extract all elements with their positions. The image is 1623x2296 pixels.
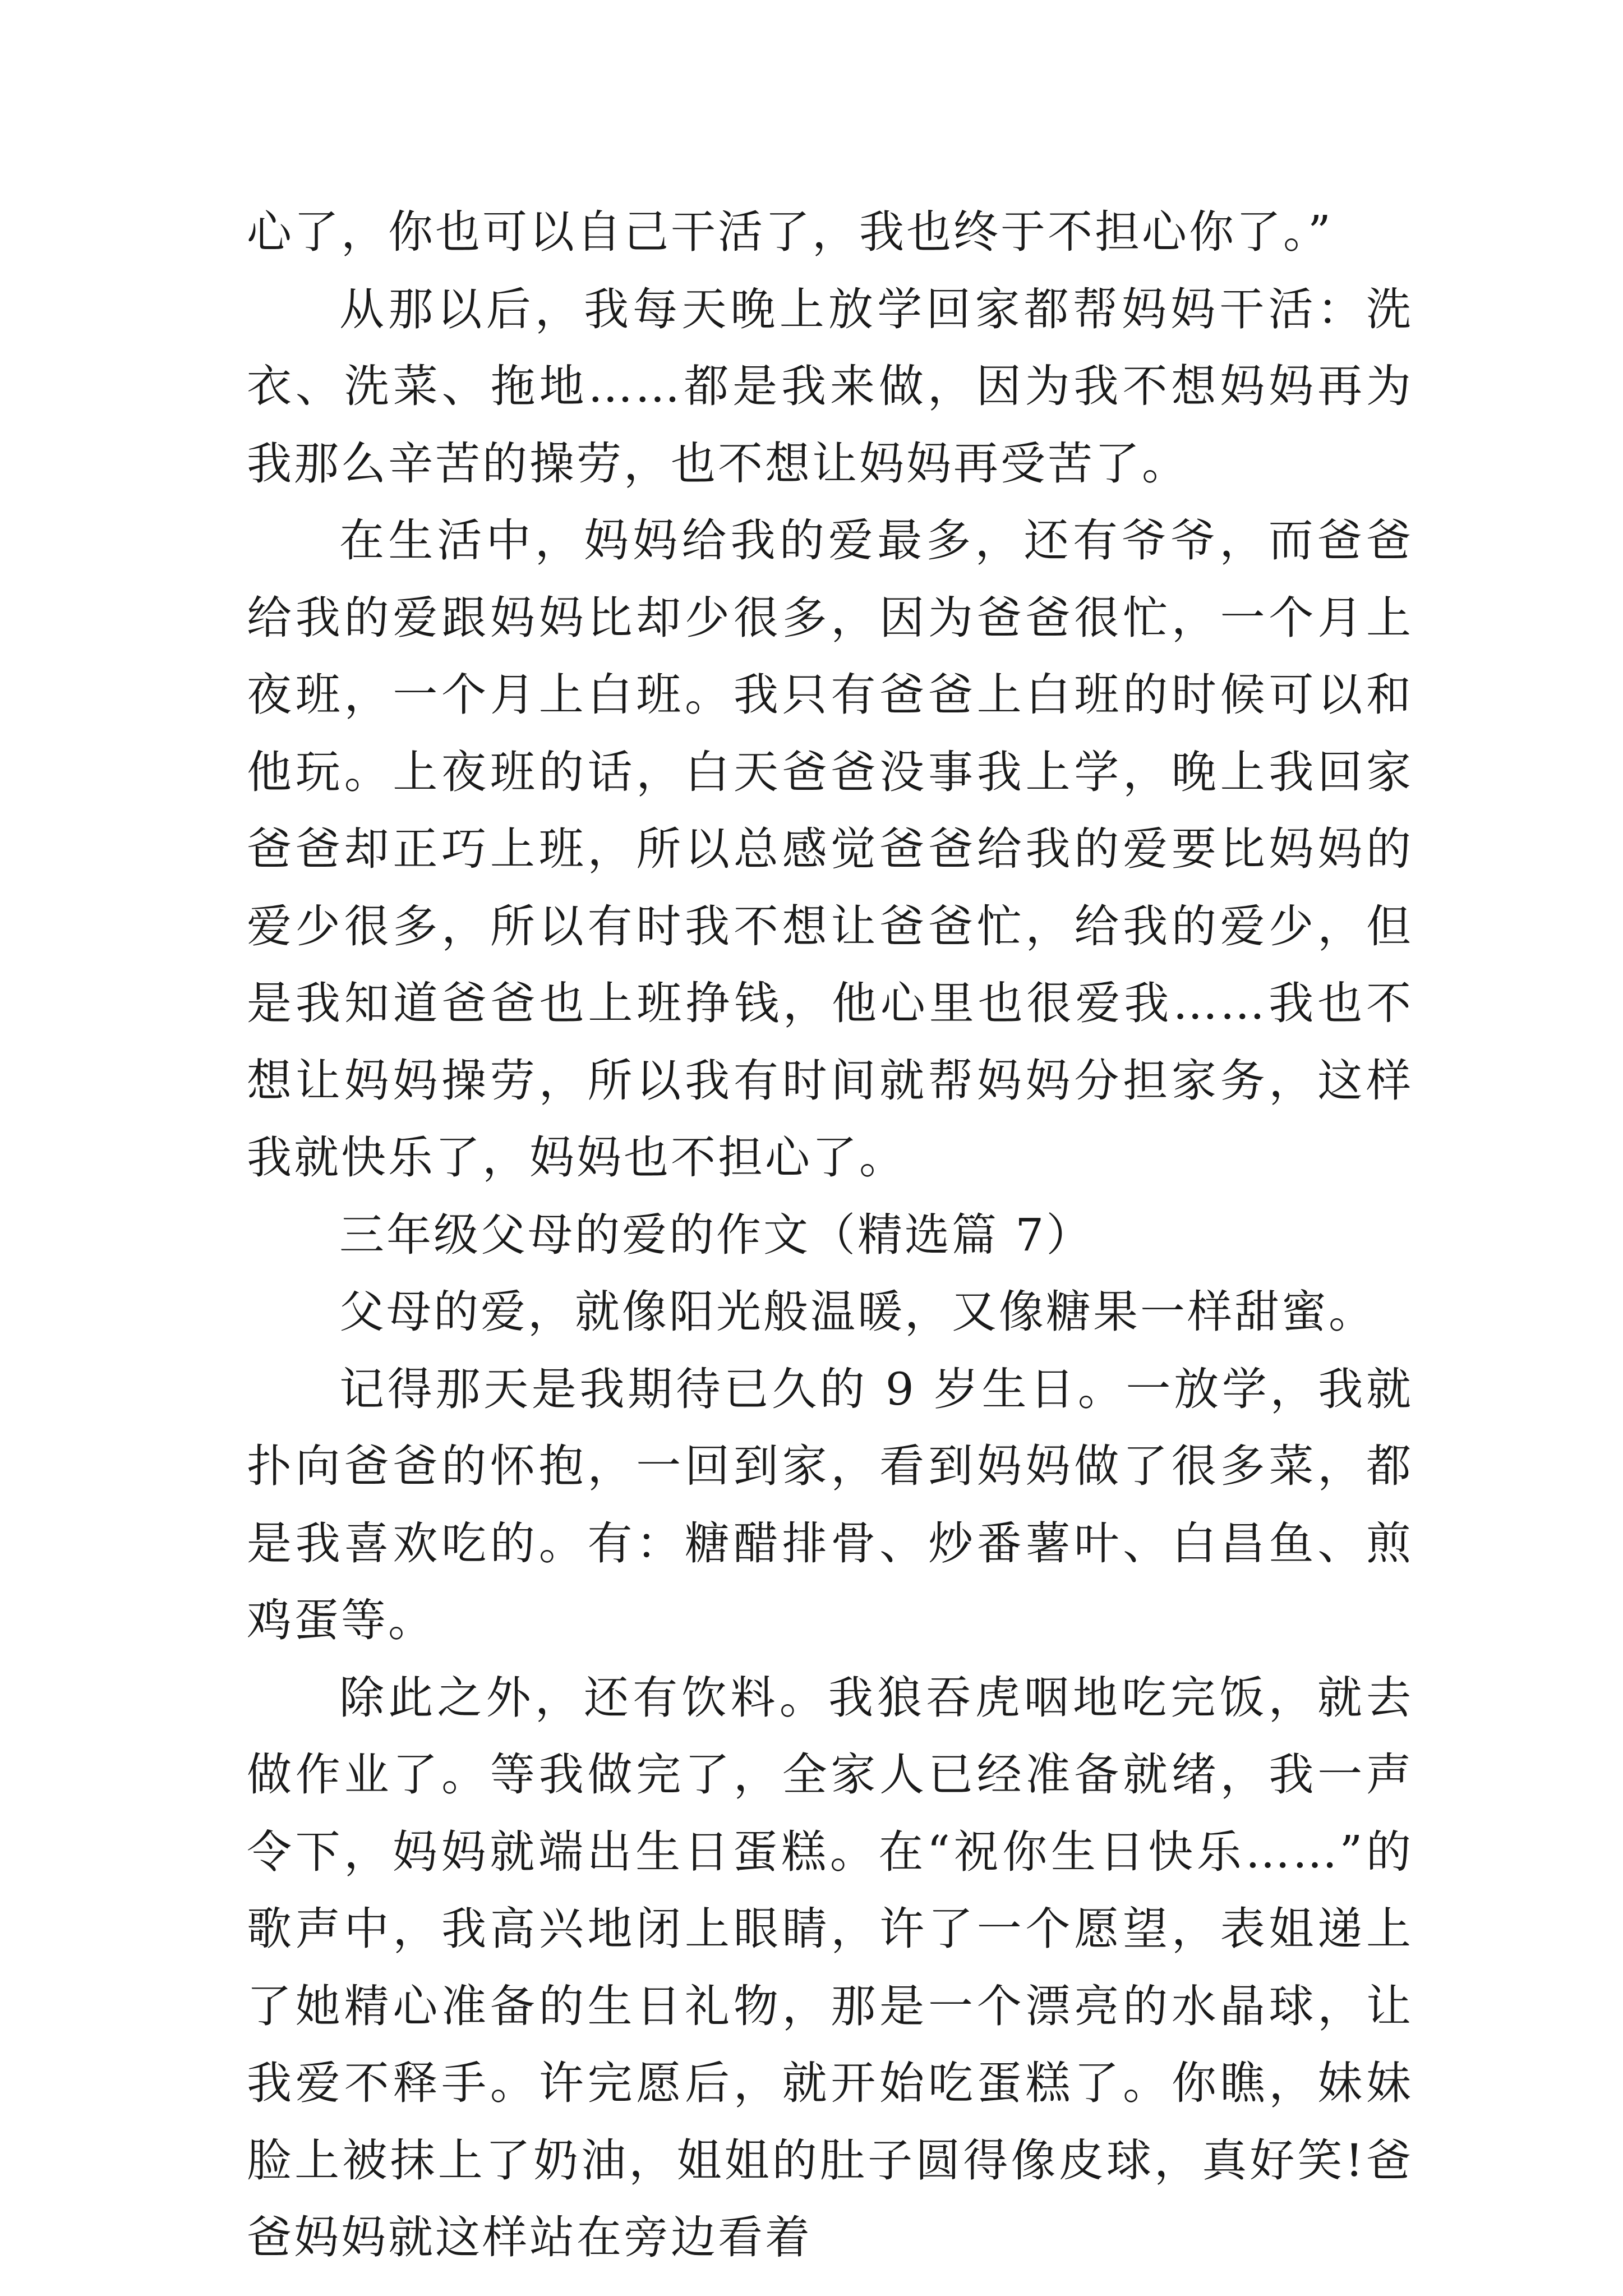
paragraph-parents-love: 在生活中，妈妈给我的爱最多，还有爷爷，而爸爸给我的爱跟妈妈比却少很多，因为爸爸很忙，一个月上夜班，一个月上白班。我只有爸爸上白班的时候可以和他玩。上夜班的话，白天爸爸没事我上学，晚上我回家爸爸却正巧上班，所以总感觉爸爸给我的爱要比妈妈的爱少很多，所以有时我不想让爸爸忙，给我的爱少，但是我知道爸爸也上班挣钱，他心里也很爱我……我也不想让妈妈操劳，所以我有时间就帮妈妈分担家务，这样我就快乐了，妈妈也不担心了。 <box>247 514 1413 1184</box>
paragraph-continuation: 心了，你也可以自己干活了，我也终于不担心你了。” <box>247 206 1333 258</box>
paragraph-intro: 父母的爱，就像阳光般温暖，又像糖果一样甜蜜。 <box>339 1286 1376 1338</box>
essay-heading: 三年级父母的爱的作文（精选篇 7） <box>339 1208 1094 1261</box>
paragraph-chores: 从那以后，我每天晚上放学回家都帮妈妈干活：洗衣、洗菜、拖地……都是我来做，因为我不想妈妈再为我那么辛苦的操劳，也不想让妈妈再受苦了。 <box>247 283 1413 490</box>
paragraph-birthday: 记得那天是我期待已久的 9 岁生日。一放学，我就扑向爸爸的怀抱，一回到家，看到妈妈做了很多菜，都是我喜欢吃的。有：糖醋排骨、炒番薯叶、白昌鱼、煎鸡蛋等。 <box>247 1363 1413 1646</box>
paragraph-celebration: 除此之外，还有饮料。我狼吞虎咽地吃完饭，就去做作业了。等我做完了，全家人已经准备就绪，我一声令下，妈妈就端出生日蛋糕。在“祝你生日快乐……”的歌声中，我高兴地闭上眼睛，许了一个愿望，表姐递上了她精心准备的生日礼物，那是一个漂亮的水晶球，让我爱不释手。许完愿后，就开始吃蛋糕了。你瞧，妹妹脸上被抹上了奶油，姐姐的肚子圆得像皮球，真好笑!爸爸妈妈就这样站在旁边看着 <box>247 1671 1413 2263</box>
document-body <box>247 194 1413 2276</box>
